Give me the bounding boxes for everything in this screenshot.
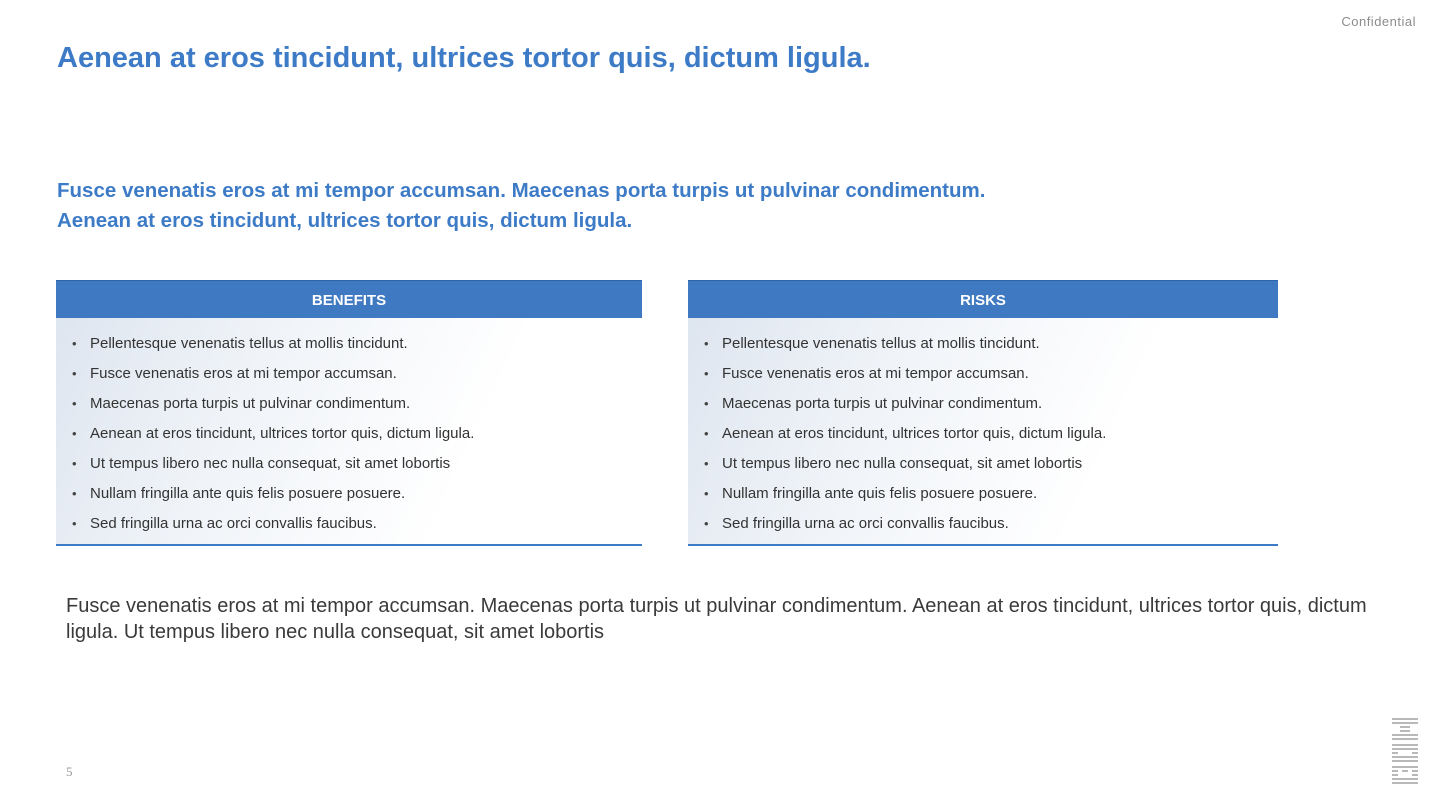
page-number: 5: [66, 764, 73, 779]
ibm-logo-icon: [1392, 718, 1418, 784]
benefits-list-item: [72, 359, 642, 389]
benefits-heading: BENEFITS: [56, 280, 642, 318]
list-item-text: Nullam fringilla ante quis felis posuere posuere.: [722, 485, 1038, 502]
risks-panel: [688, 280, 1278, 546]
bullet-icon: •: [72, 426, 77, 441]
risks-list-item: [704, 449, 1278, 479]
bullet-icon: •: [704, 396, 709, 411]
benefits-panel: [56, 280, 642, 546]
subtitle-line-1: Fusce venenatis eros at mi tempor accumsan. Maecenas porta turpis ut pulvinar condimentum.: [57, 179, 986, 202]
body-paragraph: Fusce venenatis eros at mi tempor accumsan. Maecenas porta turpis ut pulvinar condimentum. Aenean at eros tincidunt, ultrices tortor quis, dictum ligula. Ut tempus libero nec nulla consequat, sit amet lobortis: [66, 595, 1367, 643]
risks-heading: RISKS: [688, 280, 1278, 318]
bullet-icon: •: [704, 336, 709, 351]
list-item-text: Aenean at eros tincidunt, ultrices tortor quis, dictum ligula.: [722, 425, 1107, 442]
risks-list-item: [704, 329, 1278, 359]
slide-title: Aenean at eros tincidunt, ultrices tortor quis, dictum ligula.: [57, 42, 871, 74]
bullet-icon: •: [704, 366, 709, 381]
benefits-list-item: [72, 419, 642, 449]
bullet-icon: •: [704, 486, 709, 501]
risks-list-item: [704, 389, 1278, 419]
list-item-text: Ut tempus libero nec nulla consequat, sit amet lobortis: [722, 455, 1083, 472]
risks-list-item: [704, 509, 1278, 539]
subtitle-line-2: Aenean at eros tincidunt, ultrices tortor quis, dictum ligula.: [57, 209, 633, 232]
benefits-list-item: [72, 449, 642, 479]
list-item-text: Sed fringilla urna ac orci convallis faucibus.: [90, 515, 377, 532]
list-item-text: Pellentesque venenatis tellus at mollis tincidunt.: [90, 335, 408, 352]
bullet-icon: •: [704, 426, 709, 441]
risks-list-item: [704, 359, 1278, 389]
bullet-icon: •: [72, 396, 77, 411]
benefits-list-item: [72, 479, 642, 509]
risks-list: [688, 318, 1278, 539]
list-item-text: Pellentesque venenatis tellus at mollis tincidunt.: [722, 335, 1040, 352]
list-item-text: Maecenas porta turpis ut pulvinar condimentum.: [90, 395, 411, 412]
benefits-list-item: [72, 509, 642, 539]
bullet-icon: •: [72, 516, 77, 531]
list-item-text: Nullam fringilla ante quis felis posuere posuere.: [90, 485, 406, 502]
confidential-label: Confidential: [1341, 14, 1416, 29]
bullet-icon: •: [72, 486, 77, 501]
bullet-icon: •: [704, 516, 709, 531]
bullet-icon: •: [72, 336, 77, 351]
bullet-icon: •: [72, 366, 77, 381]
list-item-text: Maecenas porta turpis ut pulvinar condimentum.: [722, 395, 1043, 412]
list-item-text: Fusce venenatis eros at mi tempor accumsan.: [722, 365, 1029, 382]
risks-list-item: [704, 479, 1278, 509]
slide-subtitle: [57, 176, 1257, 236]
benefits-list-item: [72, 329, 642, 359]
bullet-icon: •: [72, 456, 77, 471]
list-item-text: Aenean at eros tincidunt, ultrices tortor quis, dictum ligula.: [90, 425, 475, 442]
benefits-list-item: [72, 389, 642, 419]
risks-list-item: [704, 419, 1278, 449]
bullet-icon: •: [704, 456, 709, 471]
benefits-list: [56, 318, 642, 539]
list-item-text: Fusce venenatis eros at mi tempor accumsan.: [90, 365, 397, 382]
list-item-text: Sed fringilla urna ac orci convallis faucibus.: [722, 515, 1009, 532]
list-item-text: Ut tempus libero nec nulla consequat, sit amet lobortis: [90, 455, 451, 472]
